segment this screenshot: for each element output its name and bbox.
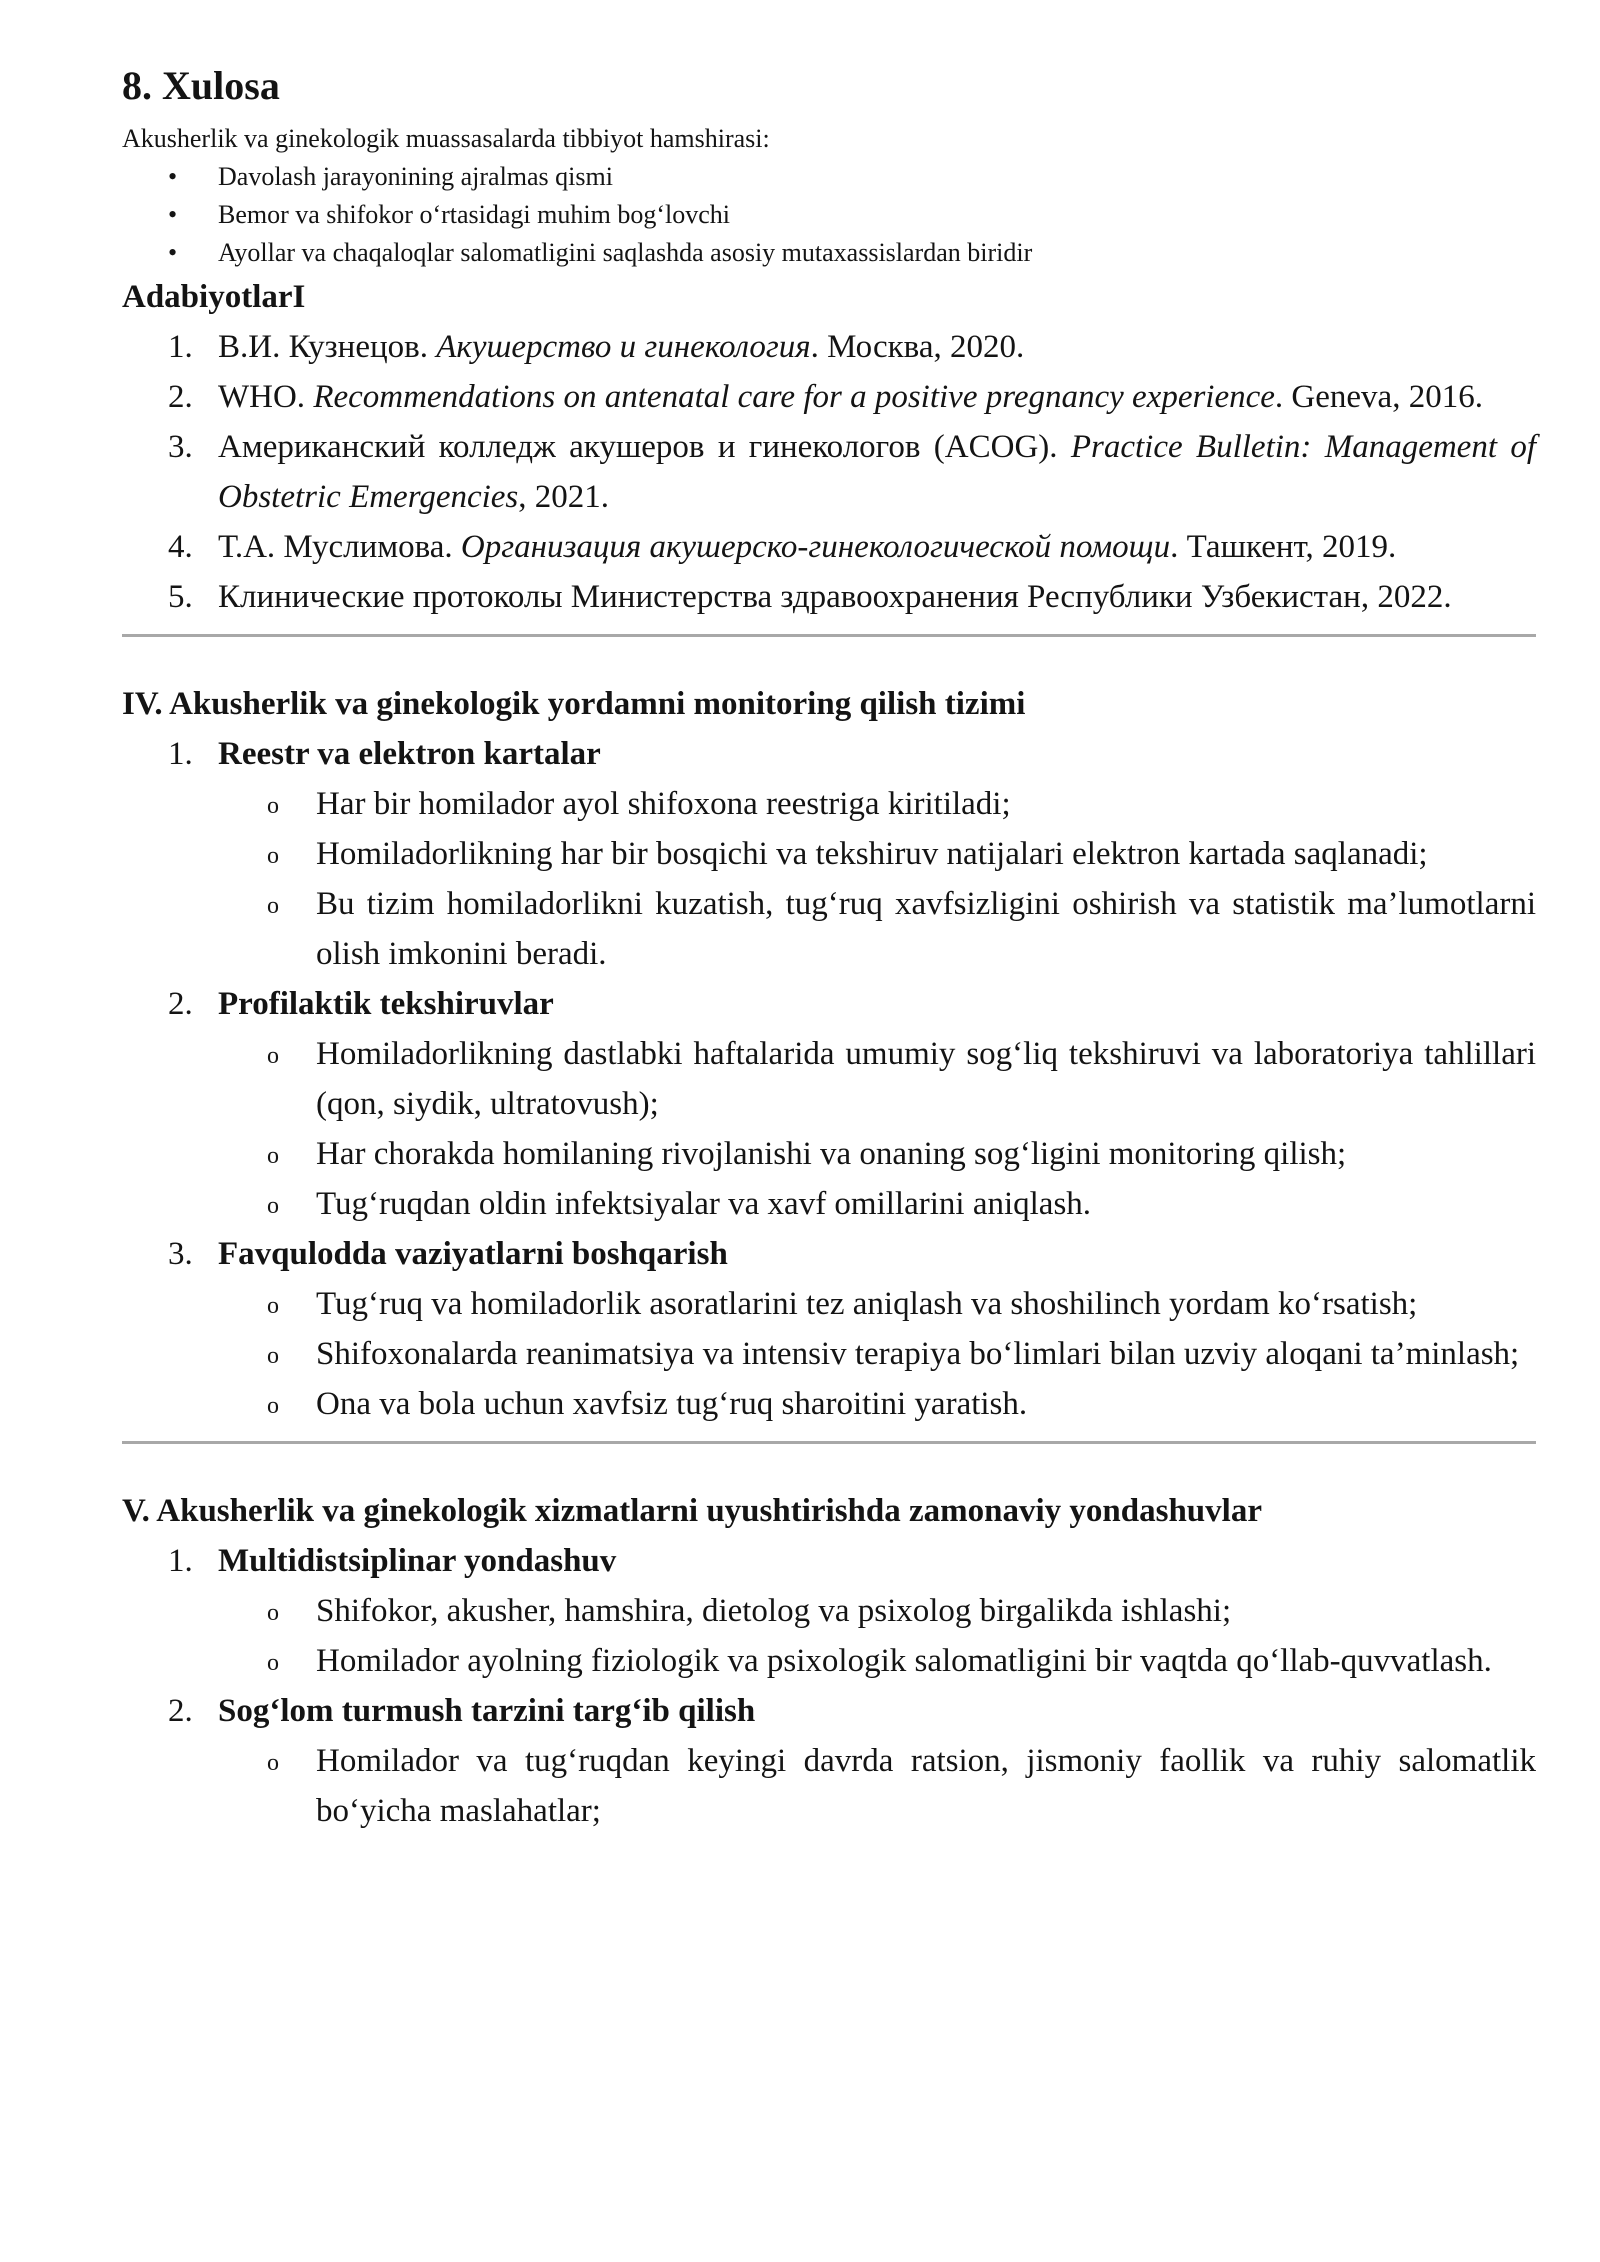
- section-divider: [122, 1441, 1536, 1444]
- page-content: [122, 58, 1536, 1836]
- list-item-text: Tug‘ruqdan oldin infektsiyalar va xavf omillarini aniqlash.: [316, 1186, 1092, 1222]
- list-item-text: Shifokor, akusher, hamshira, dietolog va psixolog birgalikda ishlashi;: [316, 1593, 1232, 1629]
- sub-bullet-icon: o: [267, 843, 279, 869]
- list-item: [122, 1586, 1536, 1636]
- bullet-icon: •: [168, 200, 178, 229]
- reference-tail: . Москва, 2020.: [810, 329, 1025, 365]
- bullet-icon: •: [168, 238, 178, 267]
- section-divider: [122, 634, 1536, 637]
- reference-item: [122, 372, 1536, 422]
- list-item: [122, 1279, 1536, 1329]
- sub-bullet-icon: o: [267, 893, 279, 919]
- reference-number: 5.: [168, 579, 193, 615]
- sub-bullet-icon: o: [267, 1293, 279, 1319]
- list-item: [122, 1636, 1536, 1686]
- list-item: [122, 1029, 1536, 1129]
- list-item: [122, 879, 1536, 979]
- section-iv-item-3-list: [122, 1279, 1536, 1429]
- section-iv-item-2-list: [122, 1029, 1536, 1229]
- sub-bullet-icon: o: [267, 1750, 279, 1776]
- list-item-text: Ona va bola uchun xavfsiz tug‘ruq sharoitini yaratish.: [316, 1386, 1028, 1422]
- list-item: [122, 829, 1536, 879]
- sub-bullet-icon: o: [267, 1343, 279, 1369]
- reference-title: Организация акушерско-гинекологической помощи: [460, 529, 1171, 565]
- sub-bullet-icon: o: [267, 1143, 279, 1169]
- list-item-text: Homilador va tug‘ruqdan keyingi davrda ratsion, jismoniy faollik va ruhiy salomatlik bo‘yicha maslahatlar;: [316, 1743, 1536, 1829]
- list-item-text: Homilador ayolning fiziologik va psixologik salomatligini bir vaqtda qo‘llab-quvvatlash.: [316, 1643, 1492, 1679]
- sub-bullet-icon: o: [267, 1393, 279, 1419]
- item-title: Multidistsiplinar yondashuv: [218, 1543, 617, 1579]
- reference-tail: , 2021.: [518, 479, 610, 515]
- reference-text: Американский колледж акушеров и гинекологов (ACOG).: [218, 429, 1071, 465]
- list-item: [122, 196, 1536, 234]
- section-v-item-1: [122, 1536, 1536, 1586]
- list-item-text: Homiladorlikning har bir bosqichi va tekshiruv natijalari elektron kartada saqlanadi;: [316, 836, 1428, 872]
- reference-title: Practice Bulletin: Management of Obstetric Emergencies: [218, 429, 1536, 515]
- section-iv-item-1-list: [122, 779, 1536, 979]
- sub-bullet-icon: o: [267, 793, 279, 819]
- section-v-item-2: [122, 1686, 1536, 1736]
- item-title: Profilaktik tekshiruvlar: [218, 986, 554, 1022]
- reference-item: [122, 322, 1536, 372]
- section-iv-title: IV. Akusherlik va ginekologik yordamni monitoring qilish tizimi: [122, 686, 1026, 722]
- bullet-icon: •: [168, 162, 178, 191]
- item-title: Reestr va elektron kartalar: [218, 736, 601, 772]
- list-item-text: Tug‘ruq va homiladorlik asoratlarini tez aniqlash va shoshilinch yordam ko‘rsatish;: [316, 1286, 1418, 1322]
- references-list: [122, 322, 1536, 622]
- conclusion-title: 8. Xulosa: [122, 63, 280, 108]
- sub-bullet-icon: o: [267, 1600, 279, 1626]
- list-item-text: Davolash jarayonining ajralmas qismi: [218, 162, 613, 191]
- list-item-text: Har bir homilador ayol shifoxona reestriga kiritiladi;: [316, 786, 1011, 822]
- section-iv-item-2: [122, 979, 1536, 1029]
- reference-number: 2.: [168, 379, 193, 415]
- conclusion-list: [122, 158, 1536, 272]
- list-item-text: Har chorakda homilaning rivojlanishi va onaning sog‘ligini monitoring qilish;: [316, 1136, 1347, 1172]
- list-item-text: Bemor va shifokor o‘rtasidagi muhim bog‘lovchi: [218, 200, 730, 229]
- section-v-title: V. Akusherlik va ginekologik xizmatlarni uyushtirishda zamonaviy yondashuvlar: [122, 1493, 1262, 1529]
- sub-bullet-icon: o: [267, 1043, 279, 1069]
- reference-number: 4.: [168, 529, 193, 565]
- list-item: [122, 779, 1536, 829]
- reference-text: Клинические протоколы Министерства здравоохранения Республики Узбекистан, 2022.: [218, 579, 1452, 615]
- list-item-text: Bu tizim homiladorlikni kuzatish, tug‘ruq xavfsizligini oshirish va statistik ma’lumotlarni olish imkonini beradi.: [316, 886, 1536, 972]
- item-number: 1.: [168, 1543, 193, 1579]
- item-number: 2.: [168, 986, 193, 1022]
- conclusion-intro: Akusherlik va ginekologik muassasalarda tibbiyot hamshirasi:: [122, 124, 770, 153]
- reference-tail: . Geneva, 2016.: [1274, 379, 1483, 415]
- item-title: Favqulodda vaziyatlarni boshqarish: [218, 1236, 728, 1272]
- sub-bullet-icon: o: [267, 1650, 279, 1676]
- reference-number: 3.: [168, 429, 193, 465]
- reference-tail: . Ташкент, 2019.: [1170, 529, 1397, 565]
- list-item-text: Shifoxonalarda reanimatsiya va intensiv terapiya bo‘limlari bilan uzviy aloqani ta’minlash;: [316, 1336, 1520, 1372]
- references-heading: AdabiyotlarI: [122, 279, 306, 315]
- reference-title: Recommendations on antenatal care for a positive pregnancy experience: [313, 379, 1275, 415]
- reference-item: [122, 422, 1536, 522]
- list-item: [122, 1379, 1536, 1429]
- item-title: Sog‘lom turmush tarzini targ‘ib qilish: [218, 1693, 756, 1729]
- reference-text: WHO.: [218, 379, 314, 415]
- list-item-text: Ayollar va chaqaloqlar salomatligini saqlashda asosiy mutaxassislardan biridir: [218, 238, 1033, 267]
- reference-item: [122, 572, 1536, 622]
- section-iv-item-3: [122, 1229, 1536, 1279]
- section-v-item-1-list: [122, 1586, 1536, 1686]
- reference-item: [122, 522, 1536, 572]
- list-item: [122, 158, 1536, 196]
- list-item: [122, 1329, 1536, 1379]
- item-number: 2.: [168, 1693, 193, 1729]
- item-number: 1.: [168, 736, 193, 772]
- list-item: [122, 234, 1536, 272]
- sub-bullet-icon: o: [267, 1193, 279, 1219]
- list-item: [122, 1179, 1536, 1229]
- reference-number: 1.: [168, 329, 193, 365]
- reference-text: В.И. Кузнецов.: [218, 329, 437, 365]
- reference-title: Акушерство и гинекология: [436, 329, 811, 365]
- list-item: [122, 1129, 1536, 1179]
- item-number: 3.: [168, 1236, 193, 1272]
- section-iv-item-1: [122, 729, 1536, 779]
- list-item: [122, 1736, 1536, 1836]
- list-item-text: Homiladorlikning dastlabki haftalarida umumiy sog‘liq tekshiruvi va laboratoriya tahlillari (qon, siydik, ultratovush);: [316, 1036, 1536, 1122]
- section-v-item-2-list: [122, 1736, 1536, 1836]
- reference-text: Т.А. Муслимова.: [218, 529, 461, 565]
